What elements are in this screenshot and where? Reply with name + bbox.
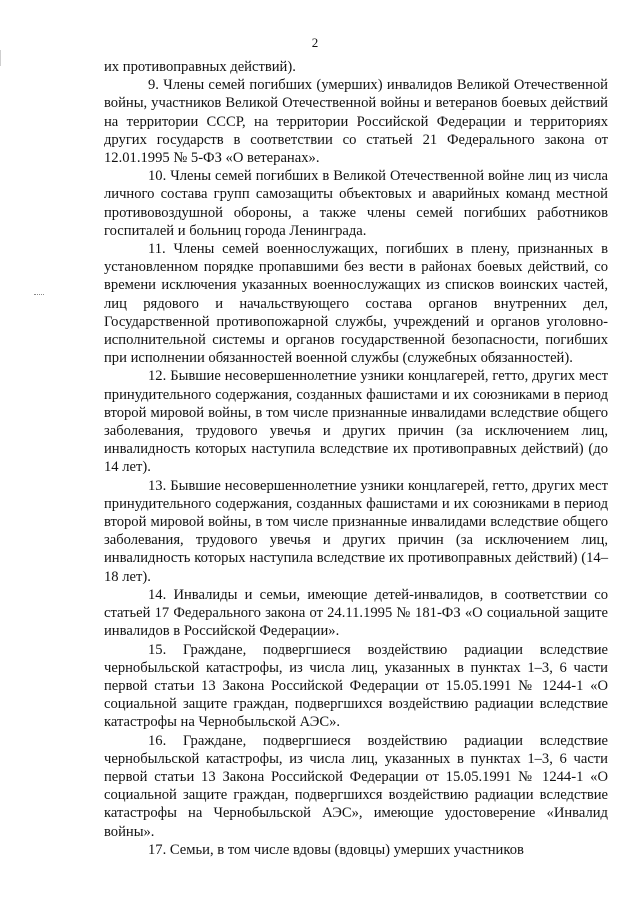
paragraph-item-13: 13. Бывшие несовершеннолетние узники концлагерей, гетто, других мест принудительного содержания, созданных фашистами и их союзниками в период второй мировой войны, в том числе признанные инвалидами вследствие общего заболевания, трудового увечья и других причин (за исключением лиц, инвалидность которых наступила вследствие их противоправных действий) (14–18 лет). xyxy=(104,477,608,585)
paragraph-item-9: 9. Члены семей погибших (умерших) инвалидов Великой Отечественной войны, участников Великой Отечественной войны и ветеранов боевых действий на территории СССР, на территории Российской Федерации и территориях других государств в соответствии со статьей 21 Федерального закона от 12.01.1995 № 5-ФЗ «О ветеранах». xyxy=(104,77,608,167)
paragraph-item-16: 16. Граждане, подвергшиеся воздействию радиации вследствие чернобыльской катастрофы, из числа лиц, указанных в пунктах 1–3, 6 части первой статьи 13 Закона Российской Федерации от 15.05.1991 № 1244-1 «О социальной защите граждан, подвергшихся воздействию радиации вследствие катастрофы на Чернобыльской АЭС», имеющие удостоверение «Инвалид войны». xyxy=(104,732,608,840)
paragraph-item-12: 12. Бывшие несовершеннолетние узники концлагерей, гетто, других мест принудительного содержания, созданных фашистами и их союзниками в период второй мировой войны, в том числе признанные инвалидами вследствие общего заболевания, трудового увечья и других причин (за исключением лиц, инвалидность которых наступила вследствие их противоправных действий) (до 14 лет). xyxy=(104,368,608,476)
scan-artifact-mark xyxy=(34,294,44,298)
paragraph-item-15: 15. Граждане, подвергшиеся воздействию радиации вследствие чернобыльской катастрофы, из числа лиц, указанных в пунктах 1–3, 6 части первой статьи 13 Закона Российской Федерации от 15.05.1991 № 1244-1 «О социальной защите граждан, подвергшихся воздействию радиации вследствие катастрофы на Чернобыльской АЭС». xyxy=(104,641,608,731)
paragraph-item-17: 17. Семьи, в том числе вдовы (вдовцы) умерших участников xyxy=(148,841,524,858)
paragraph-item-10: 10. Члены семей погибших в Великой Отечественной войне лиц из числа личного состава групп самозащиты объектовых и аварийных команд местной противовоздушной обороны, а также члены семей погибших работников госпиталей и больниц города Ленинграда. xyxy=(104,168,608,239)
document-body xyxy=(104,58,608,859)
page-number: 2 xyxy=(311,35,319,50)
paragraph-item-11: 11. Члены семей военнослужащих, погибших в плену, признанных в установленном порядке пропавшими без вести в районах боевых действий, со времени исключения указанных военнослужащих из списков воинских частей, лиц рядового и начальствующего состава органов внутренних дел, Государственной противопожарной службы, учреждений и органов уголовно-исполнительной системы и органов государственной безопасности, погибших при исполнении обязанностей военной службы (служебных обязанностей). xyxy=(104,241,608,367)
paragraph-continuation: их противоправных действий). xyxy=(104,59,296,75)
scan-edge-mark xyxy=(0,50,1,66)
paragraph-item-14: 14. Инвалиды и семьи, имеющие детей-инвалидов, в соответствии со статьей 17 Федерального закона от 24.11.1995 № 181-ФЗ «О социальной защите инвалидов в Российской Федерации». xyxy=(104,586,608,640)
